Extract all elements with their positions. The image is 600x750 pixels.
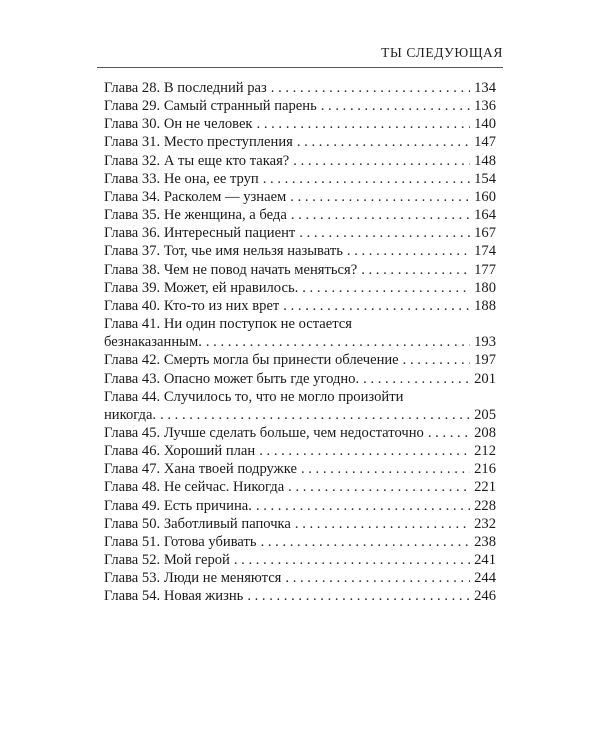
toc-entry-title: Глава 47. Хана твоей подружке — [104, 461, 297, 478]
toc-entry — [104, 333, 496, 351]
toc-entry-title: Глава 38. Чем не повод начать меняться? — [104, 261, 358, 278]
dot-leader — [357, 261, 470, 279]
toc-page-number: 197 — [474, 352, 496, 369]
toc-entry-title-line: Глава 41. Ни один поступок не остается — [104, 316, 352, 333]
toc-entry-title: Глава 42. Смерть могла бы принести облечение — [104, 352, 399, 369]
toc-entry-title-line: Глава 44. Случилось то, что не могло произойти — [104, 388, 404, 405]
dot-leader — [289, 152, 470, 170]
toc-entry-title: Глава 36. Интересный пациент — [104, 225, 296, 242]
dot-leader — [291, 515, 470, 533]
dot-leader — [297, 460, 470, 478]
running-head-title: ТЫ СЛЕДУЮЩАЯ — [381, 45, 503, 60]
toc-entry — [104, 115, 496, 133]
toc-entry-title: Глава 51. Готова убивать — [104, 533, 257, 550]
dot-leader — [243, 587, 470, 605]
toc-entry-title: Глава 39. Может, ей нравилось. — [104, 279, 299, 296]
dot-leader — [257, 533, 470, 551]
toc-page-number: 221 — [474, 479, 496, 496]
dot-leader — [284, 478, 470, 496]
toc-entry — [104, 497, 496, 515]
toc-entry — [104, 424, 496, 442]
toc-entry-title: Глава 54. Новая жизнь — [104, 588, 244, 605]
toc-entry — [104, 279, 496, 297]
toc-entry — [104, 297, 496, 315]
toc-entry — [104, 569, 496, 587]
dot-leader — [399, 351, 470, 369]
toc-entry — [104, 533, 496, 551]
toc-entry — [104, 370, 496, 388]
toc-entry — [104, 515, 496, 533]
toc-entry — [104, 351, 496, 369]
dot-leader — [253, 115, 470, 133]
toc-page-number: 193 — [474, 334, 496, 351]
dot-leader — [281, 569, 470, 587]
header-rule — [97, 67, 503, 68]
toc-page-number: 212 — [474, 443, 496, 460]
toc-page-number: 208 — [474, 424, 496, 441]
toc-entry — [104, 478, 496, 496]
toc-page-number: 167 — [474, 225, 496, 242]
toc-page-number: 216 — [474, 461, 496, 478]
dot-leader — [202, 333, 470, 351]
toc-entry-title: Глава 30. Он не человек — [104, 116, 253, 133]
toc-page-number: 188 — [474, 297, 496, 314]
toc-entry-title: Глава 45. Лучше сделать больше, чем недостаточно — [104, 424, 424, 441]
toc-entry-title: Глава 53. Люди не меняются — [104, 570, 282, 587]
toc-entry — [104, 460, 496, 478]
toc-entry — [104, 170, 496, 188]
toc-entry-title: Глава 32. А ты еще кто такая? — [104, 152, 290, 169]
toc-page-number: 154 — [474, 170, 496, 187]
toc-entry — [104, 261, 496, 279]
toc-page-number: 205 — [474, 406, 496, 423]
dot-leader — [267, 79, 470, 97]
toc-entry — [104, 188, 496, 206]
dot-leader — [156, 406, 470, 424]
toc-entry-title: Глава 35. Не женщина, а беда — [104, 207, 287, 224]
toc-entry — [104, 206, 496, 224]
toc-entry-title: безнаказанным. — [104, 334, 202, 351]
toc-entry — [104, 133, 496, 151]
toc-entry — [104, 242, 496, 260]
toc-entry — [104, 97, 496, 115]
toc-entry — [104, 152, 496, 170]
dot-leader — [317, 97, 470, 115]
toc-entry — [104, 442, 496, 460]
toc-page-number: 136 — [474, 98, 496, 115]
toc-page-number: 201 — [474, 370, 496, 387]
toc-entry-title: Глава 33. Не она, ее труп — [104, 170, 259, 187]
toc-entry-title: Глава 29. Самый странный парень — [104, 98, 317, 115]
toc-entry-title: Глава 46. Хороший план — [104, 443, 256, 460]
toc-page-number: 180 — [474, 279, 496, 296]
toc-entry-title: Глава 31. Место преступления — [104, 134, 293, 151]
dot-leader — [279, 297, 470, 315]
toc-entry — [104, 587, 496, 605]
toc-page-number: 148 — [474, 152, 496, 169]
toc-entry-title: Глава 50. Заботливый папочка — [104, 515, 291, 532]
toc-entry — [104, 224, 496, 242]
toc-entry — [104, 551, 496, 569]
dot-leader — [359, 370, 470, 388]
toc-page-number: 228 — [474, 497, 496, 514]
toc-page-number: 238 — [474, 533, 496, 550]
toc-page-number: 164 — [474, 207, 496, 224]
toc-entry-title: Глава 37. Тот, чье имя нельзя называть — [104, 243, 343, 260]
toc-entry — [104, 79, 496, 97]
toc-entry-title: Глава 34. Расколем — узнаем — [104, 188, 287, 205]
toc-page-number: 160 — [474, 188, 496, 205]
dot-leader — [286, 188, 470, 206]
toc-page-number: 241 — [474, 552, 496, 569]
toc-entry-title: Глава 40. Кто-то из них врет — [104, 297, 280, 314]
dot-leader — [424, 424, 470, 442]
dot-leader — [252, 497, 470, 515]
table-of-contents — [104, 79, 496, 606]
toc-page-number: 246 — [474, 588, 496, 605]
toc-entry — [104, 406, 496, 424]
dot-leader — [287, 206, 470, 224]
toc-entry-title: Глава 48. Не сейчас. Никогда — [104, 479, 285, 496]
toc-page-number: 232 — [474, 515, 496, 532]
toc-entry-title: Глава 52. Мой герой — [104, 552, 230, 569]
toc-page-number: 177 — [474, 261, 496, 278]
dot-leader — [255, 442, 470, 460]
dot-leader — [230, 551, 470, 569]
dot-leader — [343, 242, 470, 260]
toc-page-number: 134 — [474, 80, 496, 96]
toc-page-number: 244 — [474, 570, 496, 587]
toc-page-number: 174 — [474, 243, 496, 260]
toc-page-number: 140 — [474, 116, 496, 133]
dot-leader — [259, 170, 470, 188]
toc-entry-title: Глава 43. Опасно может быть где угодно. — [104, 370, 360, 387]
dot-leader — [295, 224, 470, 242]
toc-page-number: 147 — [474, 134, 496, 151]
toc-entry-title: Глава 28. В последний раз — [104, 80, 267, 96]
toc-entry-title: никогда. — [104, 406, 157, 423]
toc-entry-title: Глава 49. Есть причина. — [104, 497, 252, 514]
dot-leader — [293, 133, 470, 151]
dot-leader — [298, 279, 470, 297]
